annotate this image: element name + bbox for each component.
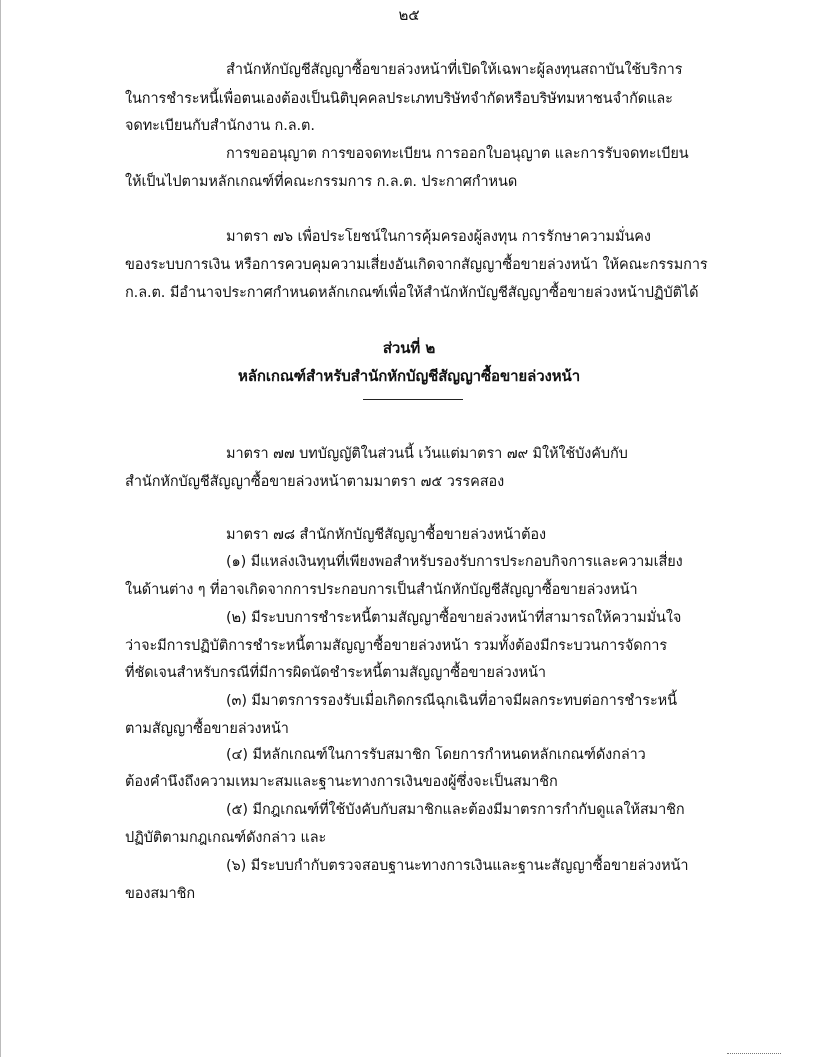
- section-78-item5-line1: (๕) มีกฎเกณฑ์ที่ใช้บังคับกับสมาชิกและต้องมีมาตรการกำกับดูแลให้สมาชิก: [226, 802, 685, 818]
- section-78-item4-line1: (๔) มีหลักเกณฑ์ในการรับสมาชิก โดยการกำหนดหลักเกณฑ์ดังกล่าว: [226, 747, 646, 763]
- section-78-item6-line2: ของสมาชิก: [125, 886, 196, 902]
- section-76-line1: มาตรา ๗๖ เพื่อประโยชน์ในการคุ้มครองผู้ลงทุน การรักษาความมั่นคง: [226, 229, 651, 245]
- heading-divider: [363, 399, 463, 400]
- intro-para1-line3: จดทะเบียนกับสำนักงาน ก.ล.ต.: [125, 118, 315, 134]
- intro-para1-line2: ในการชำระหนี้เพื่อตนเองต้องเป็นนิติบุคคลประเภทบริษัทจำกัดหรือบริษัทมหาชนจำกัดและ: [125, 91, 673, 107]
- scan-edge-mark: [727, 1053, 781, 1054]
- section-78-heading: มาตรา ๗๘ สำนักหักบัญชีสัญญาซื้อขายล่วงหน้าต้อง: [226, 527, 547, 543]
- intro-para1-line1: สำนักหักบัญชีสัญญาซื้อขายล่วงหน้าที่เปิดให้เฉพาะผู้ลงทุนสถาบันใช้บริการ: [226, 62, 683, 78]
- section-76-line3: ก.ล.ต. มีอำนาจประกาศกำหนดหลักเกณฑ์เพื่อให้สำนักหักบัญชีสัญญาซื้อขายล่วงหน้าปฏิบัติได้: [125, 285, 699, 301]
- section-78-item1-line1: (๑) มีแหล่งเงินทุนที่เพียงพอสำหรับรองรับการประกอบกิจการและความเสี่ยง: [226, 554, 683, 570]
- section-78-item2-line1: (๒) มีระบบการชำระหนี้ตามสัญญาซื้อขายล่วงหน้าที่สามารถให้ความมั่นใจ: [226, 610, 682, 626]
- section-78-item3-line1: (๓) มีมาตรการรองรับเมื่อเกิดกรณีฉุกเฉินที่อาจมีผลกระทบต่อการชำระหนี้: [226, 693, 677, 709]
- section-78-item4-line2: ต้องคำนึงถึงความเหมาะสมและฐานะทางการเงินของผู้ซึ่งจะเป็นสมาชิก: [125, 774, 558, 790]
- section-78-item2-line2: ว่าจะมีการปฏิบัติการชำระหนี้ตามสัญญาซื้อขายล่วงหน้า รวมทั้งต้องมีกระบวนการจัดการ: [125, 638, 668, 654]
- intro-para2-line1: การขออนุญาต การขอจดทะเบียน การออกใบอนุญาต และการรับจดทะเบียน: [226, 146, 689, 162]
- page-number: ๒๕: [398, 6, 420, 24]
- intro-para2-line2: ให้เป็นไปตามหลักเกณฑ์ที่คณะกรรมการ ก.ล.ต. ประกาศกำหนด: [125, 174, 518, 190]
- section-77-line1: มาตรา ๗๗ บทบัญญัติในส่วนนี้ เว้นแต่มาตรา ๗๙ มิให้ใช้บังคับกับ: [226, 446, 628, 462]
- part-title-heading: หลักเกณฑ์สำหรับสำนักหักบัญชีสัญญาซื้อขายล่วงหน้า: [237, 367, 581, 385]
- section-76-line2: ของระบบการเงิน หรือการควบคุมความเสี่ยงอันเกิดจากสัญญาซื้อขายล่วงหน้า ให้คณะกรรมการ: [125, 257, 708, 273]
- section-78-item6-line1: (๖) มีระบบกำกับตรวจสอบฐานะทางการเงินและฐานะสัญญาซื้อขายล่วงหน้า: [226, 858, 689, 874]
- section-78-item2-line3: ที่ชัดเจนสำหรับกรณีที่มีการผิดนัดชำระหนี้ตามสัญญาซื้อขายล่วงหน้า: [125, 665, 546, 681]
- section-78-item1-line2: ในด้านต่าง ๆ ที่อาจเกิดจากการประกอบการเป็นสำนักหักบัญชีสัญญาซื้อขายล่วงหน้า: [125, 582, 638, 598]
- section-78-item3-line2: ตามสัญญาซื้อขายล่วงหน้า: [125, 721, 289, 737]
- section-77-line2: สำนักหักบัญชีสัญญาซื้อขายล่วงหน้าตามมาตรา ๗๕ วรรคสอง: [125, 474, 505, 490]
- part-number-heading: ส่วนที่ ๒: [382, 339, 436, 357]
- section-78-item5-line2: ปฏิบัติตามกฎเกณฑ์ดังกล่าว และ: [125, 830, 327, 846]
